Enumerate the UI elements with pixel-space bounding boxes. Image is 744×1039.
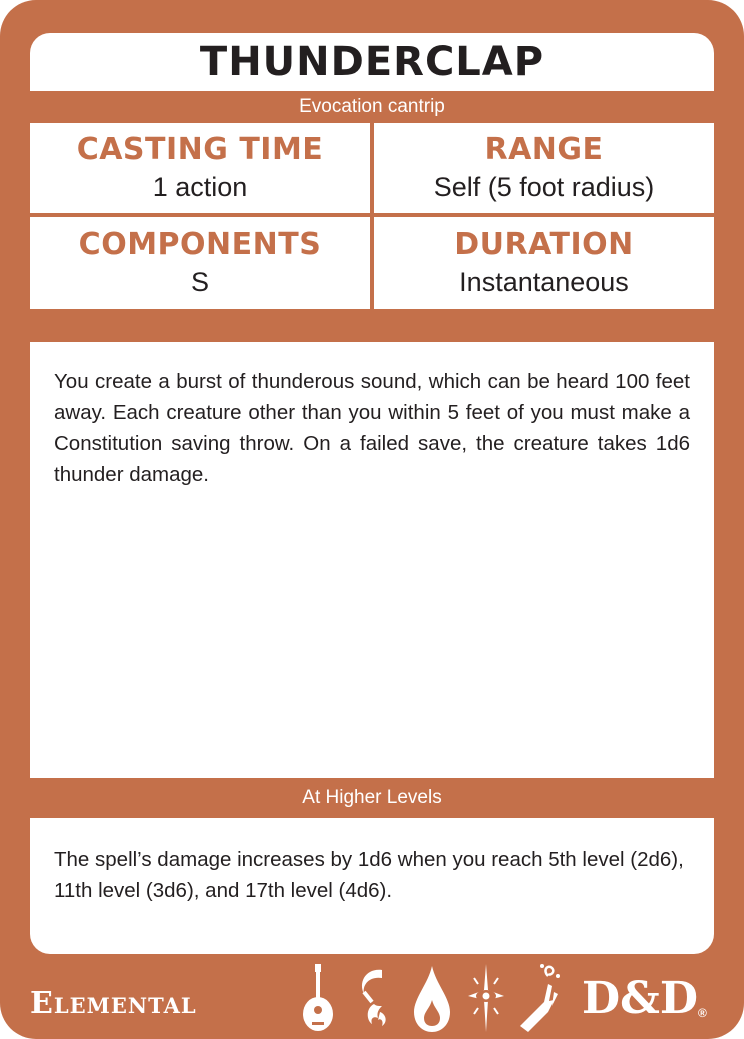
sickle-icon: [352, 962, 396, 1034]
higher-levels-text: The spell’s damage increases by 1d6 when you reach 5th level (2d6), 11th level (3d6), and 17th level (4d6).: [54, 848, 684, 902]
range-box: [374, 123, 714, 213]
spell-description: You create a burst of thunderous sound, which can be heard 100 feet away. Each creature other than you within 5 feet of you must make a Constitution saving throw. On a failed save, the creature takes 1d6 thunder damage.: [54, 370, 690, 486]
magic-hand-icon: [518, 962, 564, 1034]
components-value: S: [190, 267, 209, 297]
range-value: Self (5 foot radius): [433, 172, 655, 202]
title-panel: [30, 33, 714, 91]
dnd-logo: [582, 968, 712, 1028]
registered-mark: ®: [698, 1006, 707, 1020]
casting-time-box: [30, 123, 370, 213]
dnd-logo-text: D&D: [582, 972, 699, 1024]
spell-school: Evocation cantrip: [299, 96, 445, 117]
spell-title: THUNDERCLAP: [199, 39, 545, 85]
casting-time-label: CASTING TIME: [76, 132, 324, 167]
description-panel: [30, 342, 714, 778]
components-label: COMPONENTS: [78, 227, 322, 262]
duration-box: [374, 217, 714, 309]
duration-label: DURATION: [454, 227, 634, 262]
flame-drop-icon: [412, 964, 452, 1034]
higher-levels-label: At Higher Levels: [302, 787, 442, 808]
duration-value: Instantaneous: [459, 267, 629, 297]
eye-star-icon: [466, 962, 506, 1034]
components-box: [30, 217, 370, 309]
lute-icon: [300, 962, 336, 1034]
class-name-text: Elemental: [30, 985, 197, 1021]
class-name: [30, 978, 197, 1028]
higher-levels-panel: [30, 818, 714, 954]
casting-time-value: 1 action: [152, 172, 248, 202]
range-label: RANGE: [484, 132, 604, 167]
